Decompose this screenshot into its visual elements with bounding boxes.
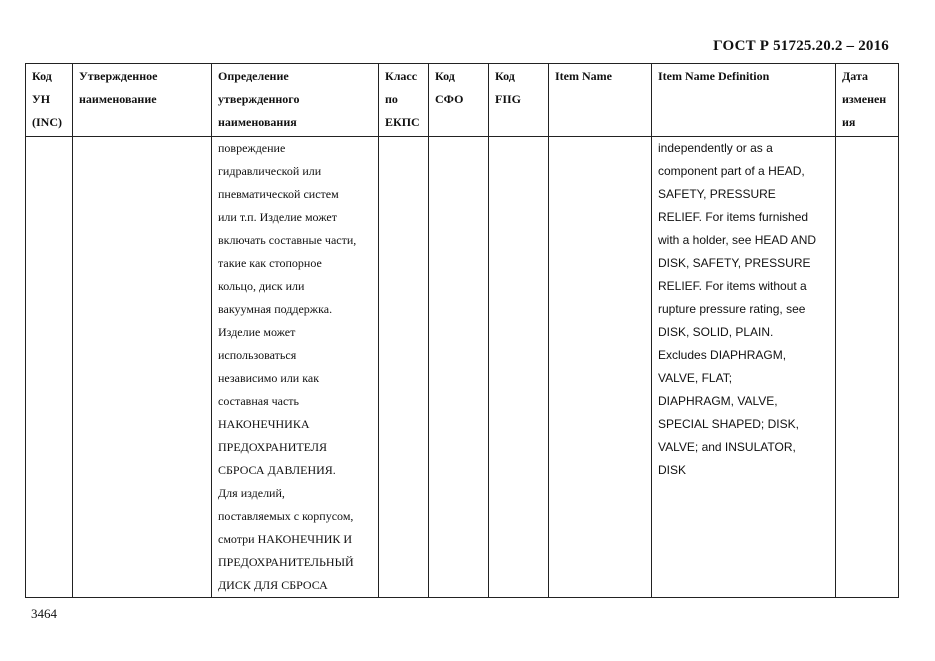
col-header-item-name: Item Name: [549, 64, 652, 137]
document-code: ГОСТ Р 51725.20.2 – 2016: [713, 38, 889, 54]
col-header-definition: Определение утвержденного наименования: [212, 64, 379, 137]
col-header-item-name-definition: Item Name Definition: [652, 64, 836, 137]
col-header-inc: Код УН (INC): [26, 64, 73, 137]
nomenclature-table: [25, 63, 899, 598]
cell-fiig-code: [489, 137, 549, 598]
col-header-approved-name: Утвержденное наименование: [73, 64, 212, 137]
cell-approved-name: [73, 137, 212, 598]
col-header-ekps-class: Класс по ЕКПС: [379, 64, 429, 137]
table-row: [26, 137, 899, 598]
col-header-change-date: Дата изменен ия: [836, 64, 899, 137]
cell-change-date: [836, 137, 899, 598]
cell-sfo-code: [429, 137, 489, 598]
page-number: 3464: [31, 606, 57, 621]
cell-ekps-class: [379, 137, 429, 598]
cell-definition-ru: повреждение гидравлической или пневматической систем или т.п. Изделие может включать составные части, такие как стопорное кольцо, диск или вакуумная поддержка. Изделие может использоваться независимо или как составная часть НАКОНЕЧНИКА ПРЕДОХРАНИТЕЛЯ СБРОСА ДАВЛЕНИЯ. Для изделий, поставляемых с корпусом, смотри НАКОНЕЧНИК И ПРЕДОХРАНИТЕЛЬНЫЙ ДИСК ДЛЯ СБРОСА: [212, 137, 379, 598]
cell-inc: [26, 137, 73, 598]
table-header-row: [26, 64, 899, 137]
col-header-sfo-code: Код СФО: [429, 64, 489, 137]
cell-item-name: [549, 137, 652, 598]
col-header-fiig-code: Код FIIG: [489, 64, 549, 137]
cell-item-name-definition: independently or as a component part of a HEAD, SAFETY, PRESSURE RELIEF. For items furnished with a holder, see HEAD AND DISK, SAFETY, PRESSURE RELIEF. For items without a rupture pressure rating, see DISK, SOLID, PLAIN. Excludes DIAPHRAGM, VALVE, FLAT; DIAPHRAGM, VALVE, SPECIAL SHAPED; DISK, VALVE; and INSULATOR, DISK: [652, 137, 836, 598]
